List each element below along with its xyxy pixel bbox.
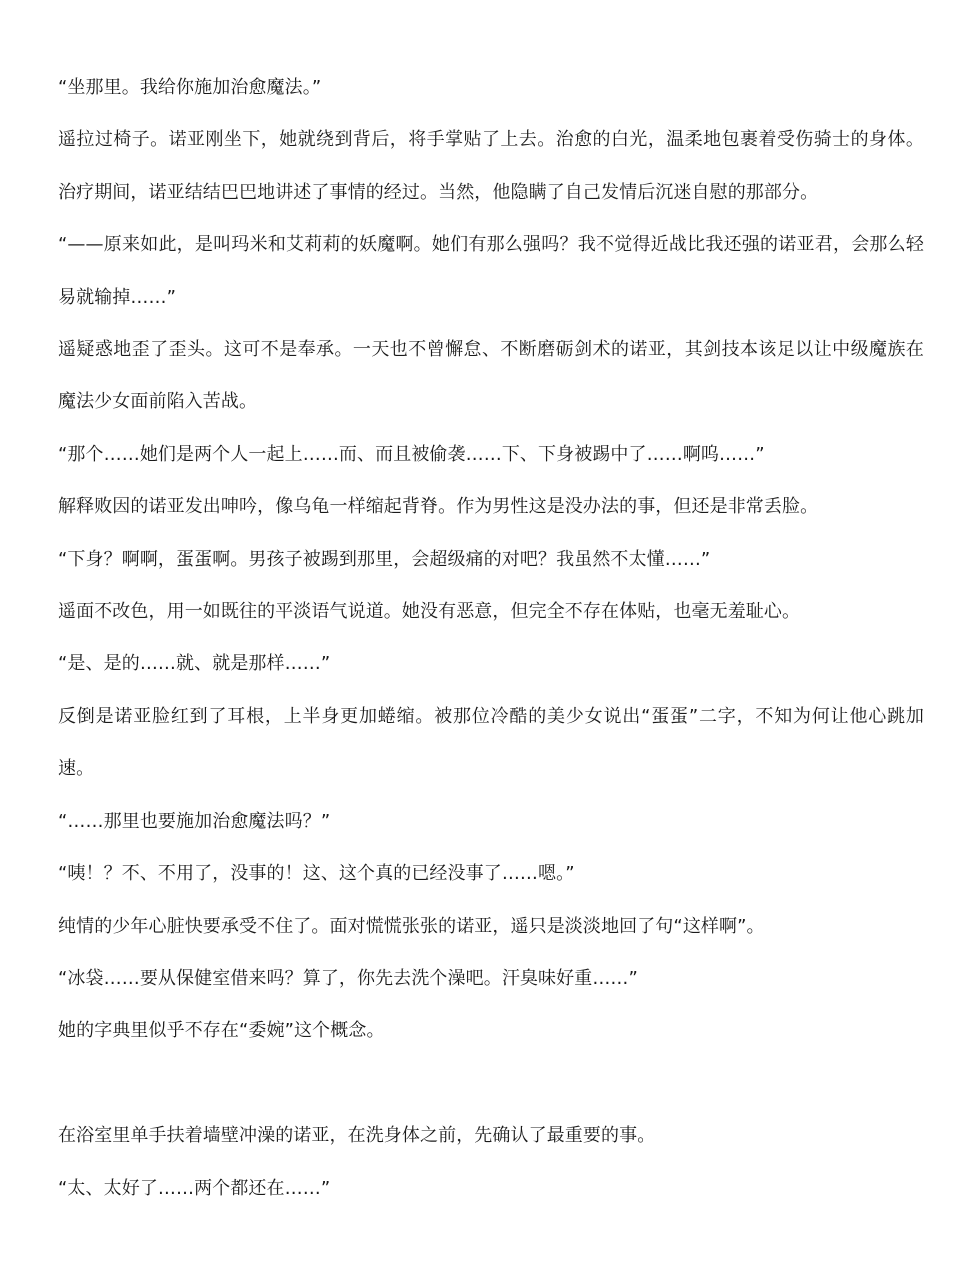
paragraph-4: 遥疑惑地歪了歪头。这可不是奉承。一天也不曾懈怠、不断磨砺剑术的诺亚，其剑技本该足以让中级魔族在魔法少女面前陷入苦战。	[58, 339, 924, 413]
paragraph-17: “太、太好了……两个都还在……”	[58, 1177, 331, 1199]
paragraph-10: 反倒是诺亚脸红到了耳根，上半身更加蜷缩。被那位冷酷的美少女说出“蛋蛋”二字，不知为何让他心跳加速。	[58, 705, 924, 780]
paragraph-5: “那个……她们是两个人一起上……而、而且被偷袭……下、下身被踢中了……啊呜……”	[58, 443, 765, 465]
paragraph-8: 遥面不改色，用一如既往的平淡语气说道。她没有恶意，但完全不存在体贴，也毫无羞耻心。	[58, 601, 801, 623]
scene-break	[58, 1058, 924, 1110]
document-body	[58, 62, 924, 1215]
paragraph-1: “坐那里。我给你施加治愈魔法。”	[58, 77, 322, 98]
paragraph-2: 遥拉过椅子。诺亚刚坐下，她就绕到背后，将手掌贴了上去。治愈的白光，温柔地包裹着受伤骑士的身体。治疗期间，诺亚结结巴巴地讲述了事情的经过。当然，他隐瞒了自己发情后沉迷自慰的那部分。	[58, 129, 924, 203]
paragraph-3: “——原来如此，是叫玛米和艾莉莉的妖魔啊。她们有那么强吗？我不觉得近战比我还强的诺亚君，会那么轻易就输掉……”	[58, 234, 924, 308]
paragraph-6: 解释败因的诺亚发出呻吟，像乌龟一样缩起背脊。作为男性这是没办法的事，但还是非常丢脸。	[58, 496, 819, 518]
paragraph-14: “冰袋……要从保健室借来吗？算了，你先去洗个澡吧。汗臭味好重……”	[58, 967, 638, 989]
paragraph-12: “咦！？不、不用了，没事的！这、这个真的已经没事了……嗯。”	[58, 863, 575, 885]
paragraph-7: “下身？啊啊，蛋蛋啊。男孩子被踢到那里，会超级痛的对吧？我虽然不太懂……”	[58, 548, 711, 570]
paragraph-15: 她的字典里似乎不存在“委婉”这个概念。	[58, 1020, 385, 1042]
paragraph-11: “……那里也要施加治愈魔法吗？”	[58, 810, 331, 832]
paragraph-16: 在浴室里单手扶着墙壁冲澡的诺亚，在洗身体之前，先确认了最重要的事。	[58, 1125, 656, 1147]
paragraph-13: 纯情的少年心脏快要承受不住了。面对慌慌张张的诺亚，遥只是淡淡地回了句“这样啊”。	[58, 915, 765, 937]
paragraph-9: “是、是的……就、就是那样……”	[58, 653, 331, 675]
